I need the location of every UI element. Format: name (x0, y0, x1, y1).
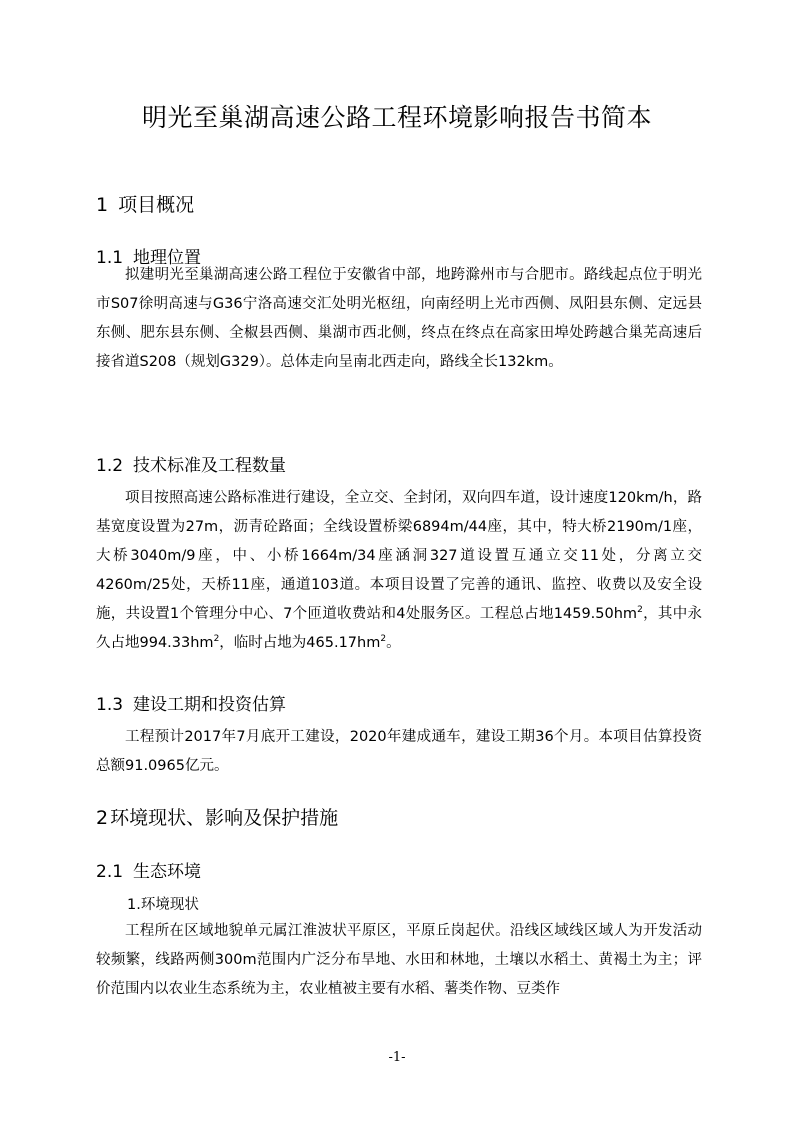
paragraph-technical-standards (96, 484, 702, 658)
section-title: 项目概况 (118, 194, 195, 216)
subsection-number: 1.3 (96, 695, 124, 715)
document-title: 明光至巢湖高速公路工程环境影响报告书简本 (141, 103, 652, 132)
section-heading-2 (96, 803, 338, 830)
paragraph-schedule-investment: 工程预计2017年7月底开工建设，2020年建成通车，建设工期36个月。本项目估算投资总额91.0965亿元。 (96, 729, 702, 774)
paragraph-text: ，临时占地为465.17hm (219, 635, 381, 651)
subsection-number: 2.1 (96, 862, 124, 882)
paragraph-geographic-location: 拟建明光至巢湖高速公路工程位于安徽省中部，地跨滁州市与合肥市。路线起点位于明光市S07徐明高速与G36宁洛高速交汇处明光枢纽，向南经明上光市西侧、凤阳县东侧、定远县东侧、肥东县东侧、全椒县西侧、巢湖市西北侧，终点在终点在高家田埠处跨越合巢芜高速后接省道S208（规划G329）。总体走向呈南北西走向，路线全长132km。 (96, 267, 702, 370)
superscript: 2 (637, 605, 643, 616)
subsection-heading-1-2 (96, 451, 286, 476)
section-title: 环境现状、影响及保护措施 (110, 807, 339, 829)
item-label-environment-status: 1.环境现状 (127, 897, 199, 913)
superscript: 2 (380, 634, 387, 645)
subsection-number: 1.1 (96, 248, 124, 268)
section-number: 1 (96, 194, 109, 216)
page-number: -1- (388, 1050, 406, 1065)
section-heading-1 (96, 190, 194, 217)
subsection-heading-2-1 (96, 857, 201, 882)
paragraph-text: ，其中永久占地994.33hm (96, 606, 702, 651)
subsection-number: 1.2 (96, 456, 124, 476)
paragraph-ecological-status: 工程所在区域地貌单元属江淮波状平原区，平原丘岗起伏。沿线区域线区域人为开发活动较频繁，线路两侧300m范围内广泛分布旱地、水田和林地，土壤以水稻土、黄褐土为主；评价范围内以农业生态系统为主，农业植被主要有水稻、薯类作物、豆类作 (96, 923, 702, 997)
subsection-title: 生态环境 (133, 862, 202, 882)
paragraph-text: 。 (386, 635, 401, 651)
subsection-heading-1-3 (96, 690, 286, 715)
subsection-title: 技术标准及工程数量 (133, 456, 287, 476)
superscript: 2 (213, 634, 220, 645)
subsection-title: 地理位置 (133, 248, 202, 268)
section-number: 2 (96, 807, 109, 829)
paragraph-text: 项目按照高速公路标准进行建设，全立交、全封闭，双向四车道，设计速度120km/h，路基宽度设置为27m，沥青砼路面；全线设置桥梁6894m/44座，其中，特大桥2190m/1座，大桥3040m/9座，中、小桥1664m/34座涵洞327道设置互通立交11处，分离立交4260m/25处，天桥11座，通道103道。本项目设置了完善的通讯、监控、收费以及安全设施，共设置1个管理分中心、7个匝道收费站和4处服务区。工程总占地1459.50hm (96, 490, 702, 622)
subsection-title: 建设工期和投资估算 (133, 695, 287, 715)
